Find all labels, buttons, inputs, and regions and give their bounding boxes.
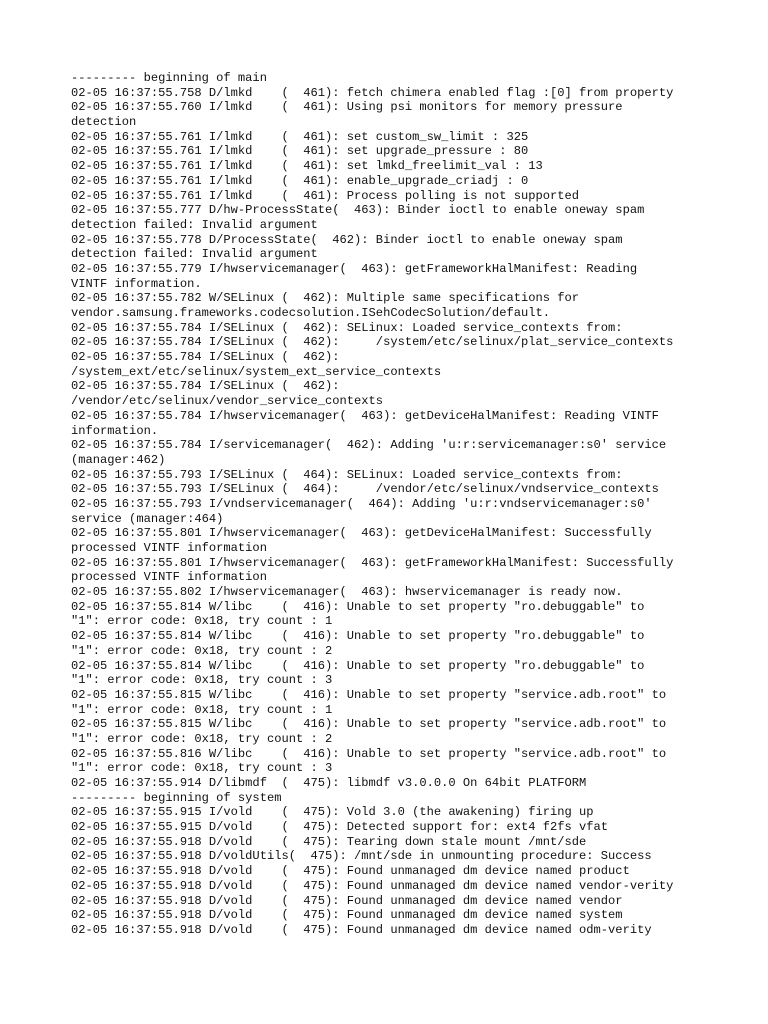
log-line: 02-05 16:37:55.784 I/SELinux ( 462): SELinux: Loaded service_contexts from: — [71, 320, 623, 335]
log-output — [71, 71, 731, 938]
log-line: 02-05 16:37:55.778 D/ProcessState( 462): Binder ioctl to enable oneway spam — [71, 232, 623, 247]
log-line: 02-05 16:37:55.758 D/lmkd ( 461): fetch chimera enabled flag :[0] from property — [71, 85, 674, 100]
log-line: "1": error code: 0x18, try count : 2 — [71, 731, 333, 746]
log-line: 02-05 16:37:55.814 W/libc ( 416): Unable to set property "ro.debuggable" to — [71, 599, 645, 614]
log-line: processed VINTF information — [71, 570, 267, 585]
log-line: "1": error code: 0x18, try count : 3 — [71, 673, 333, 688]
log-line: 02-05 16:37:55.815 W/libc ( 416): Unable to set property "service.adb.root" to — [71, 717, 667, 732]
log-line: detection failed: Invalid argument — [71, 247, 318, 262]
log-line: 02-05 16:37:55.918 D/vold ( 475): Found unmanaged dm device named vendor-verity — [71, 878, 674, 893]
log-line: 02-05 16:37:55.760 I/lmkd ( 461): Using psi monitors for memory pressure — [71, 100, 623, 115]
log-line: 02-05 16:37:55.915 D/vold ( 475): Detected support for: ext4 f2fs vfat — [71, 820, 609, 835]
log-line: information. — [71, 423, 159, 438]
log-line: 02-05 16:37:55.802 I/hwservicemanager( 463): hwservicemanager is ready now. — [71, 585, 623, 600]
log-line: "1": error code: 0x18, try count : 3 — [71, 761, 333, 776]
log-line: VINTF information. — [71, 276, 202, 291]
log-line: service (manager:464) — [71, 511, 224, 526]
log-line: 02-05 16:37:55.914 D/libmdf ( 475): libmdf v3.0.0.0 On 64bit PLATFORM — [71, 776, 587, 790]
log-line: 02-05 16:37:55.918 D/vold ( 475): Tearing down stale mount /mnt/sde — [71, 834, 587, 849]
log-line: 02-05 16:37:55.784 I/SELinux ( 462): /system/etc/selinux/plat_service_contexts — [71, 335, 674, 350]
log-line: "1": error code: 0x18, try count : 2 — [71, 643, 333, 658]
log-line: 02-05 16:37:55.761 I/lmkd ( 461): set custom_sw_limit : 325 — [71, 129, 529, 144]
log-line: 02-05 16:37:55.761 I/lmkd ( 461): set lmkd_freelimit_val : 13 — [71, 159, 543, 174]
log-line: /system_ext/etc/selinux/system_ext_service_contexts — [71, 364, 442, 379]
log-line: 02-05 16:37:55.801 I/hwservicemanager( 463): getFrameworkHalManifest: Successfully — [71, 555, 674, 570]
log-line: 02-05 16:37:55.784 I/hwservicemanager( 463): getDeviceHalManifest: Reading VINTF — [71, 408, 659, 423]
log-line: vendor.samsung.frameworks.codecsolution.ISehCodecSolution/default. — [71, 306, 550, 320]
log-line: 02-05 16:37:55.784 I/servicemanager( 462): Adding 'u:r:servicemanager:s0' service — [71, 438, 667, 453]
log-line: 02-05 16:37:55.777 D/hw-ProcessState( 463): Binder ioctl to enable oneway spam — [71, 203, 645, 218]
log-line: detection failed: Invalid argument — [71, 217, 318, 232]
log-line: 02-05 16:37:55.761 I/lmkd ( 461): Process polling is not supported — [71, 188, 580, 203]
log-line: 02-05 16:37:55.793 I/SELinux ( 464): SELinux: Loaded service_contexts from: — [71, 467, 623, 482]
log-line: 02-05 16:37:55.793 I/vndservicemanager( 464): Adding 'u:r:vndservicemanager:s0' — [71, 496, 652, 511]
log-line: 02-05 16:37:55.761 I/lmkd ( 461): set upgrade_pressure : 80 — [71, 144, 529, 159]
log-line: 02-05 16:37:55.814 W/libc ( 416): Unable to set property "ro.debuggable" to — [71, 629, 645, 644]
log-line: /vendor/etc/selinux/vendor_service_contexts — [71, 394, 384, 409]
log-line: 02-05 16:37:55.918 D/vold ( 475): Found unmanaged dm device named product — [71, 864, 630, 879]
log-line: 02-05 16:37:55.918 D/vold ( 475): Found unmanaged dm device named vendor — [71, 893, 623, 908]
log-line: 02-05 16:37:55.761 I/lmkd ( 461): enable_upgrade_criadj : 0 — [71, 173, 529, 188]
log-line: detection — [71, 115, 137, 130]
log-line: "1": error code: 0x18, try count : 1 — [71, 702, 333, 717]
log-line: (manager:462) — [71, 452, 166, 467]
log-line: 02-05 16:37:55.801 I/hwservicemanager( 463): getDeviceHalManifest: Successfully — [71, 526, 652, 541]
log-line: 02-05 16:37:55.814 W/libc ( 416): Unable to set property "ro.debuggable" to — [71, 658, 645, 673]
log-line: 02-05 16:37:55.915 I/vold ( 475): Vold 3.0 (the awakening) firing up — [71, 805, 594, 820]
log-line: 02-05 16:37:55.918 D/voldUtils( 475): /mnt/sde in unmounting procedure: Success — [71, 849, 652, 864]
log-line: 02-05 16:37:55.782 W/SELinux ( 462): Multiple same specifications for — [71, 291, 580, 306]
log-line: 02-05 16:37:55.816 W/libc ( 416): Unable to set property "service.adb.root" to — [71, 746, 667, 761]
log-line: 02-05 16:37:55.779 I/hwservicemanager( 463): getFrameworkHalManifest: Reading — [71, 261, 638, 276]
log-line: --------- beginning of system — [71, 790, 282, 805]
log-line: 02-05 16:37:55.815 W/libc ( 416): Unable to set property "service.adb.root" to — [71, 687, 667, 702]
log-line: 02-05 16:37:55.793 I/SELinux ( 464): /vendor/etc/selinux/vndservice_contexts — [71, 482, 659, 497]
log-line: "1": error code: 0x18, try count : 1 — [71, 614, 333, 629]
log-line: 02-05 16:37:55.918 D/vold ( 475): Found unmanaged dm device named odm-verity — [71, 922, 652, 937]
log-line: 02-05 16:37:55.918 D/vold ( 475): Found unmanaged dm device named system — [71, 908, 623, 923]
log-line: processed VINTF information — [71, 541, 267, 555]
log-line: 02-05 16:37:55.784 I/SELinux ( 462): — [71, 350, 340, 365]
log-line: --------- beginning of main — [71, 71, 267, 85]
log-line: 02-05 16:37:55.784 I/SELinux ( 462): — [71, 379, 340, 394]
